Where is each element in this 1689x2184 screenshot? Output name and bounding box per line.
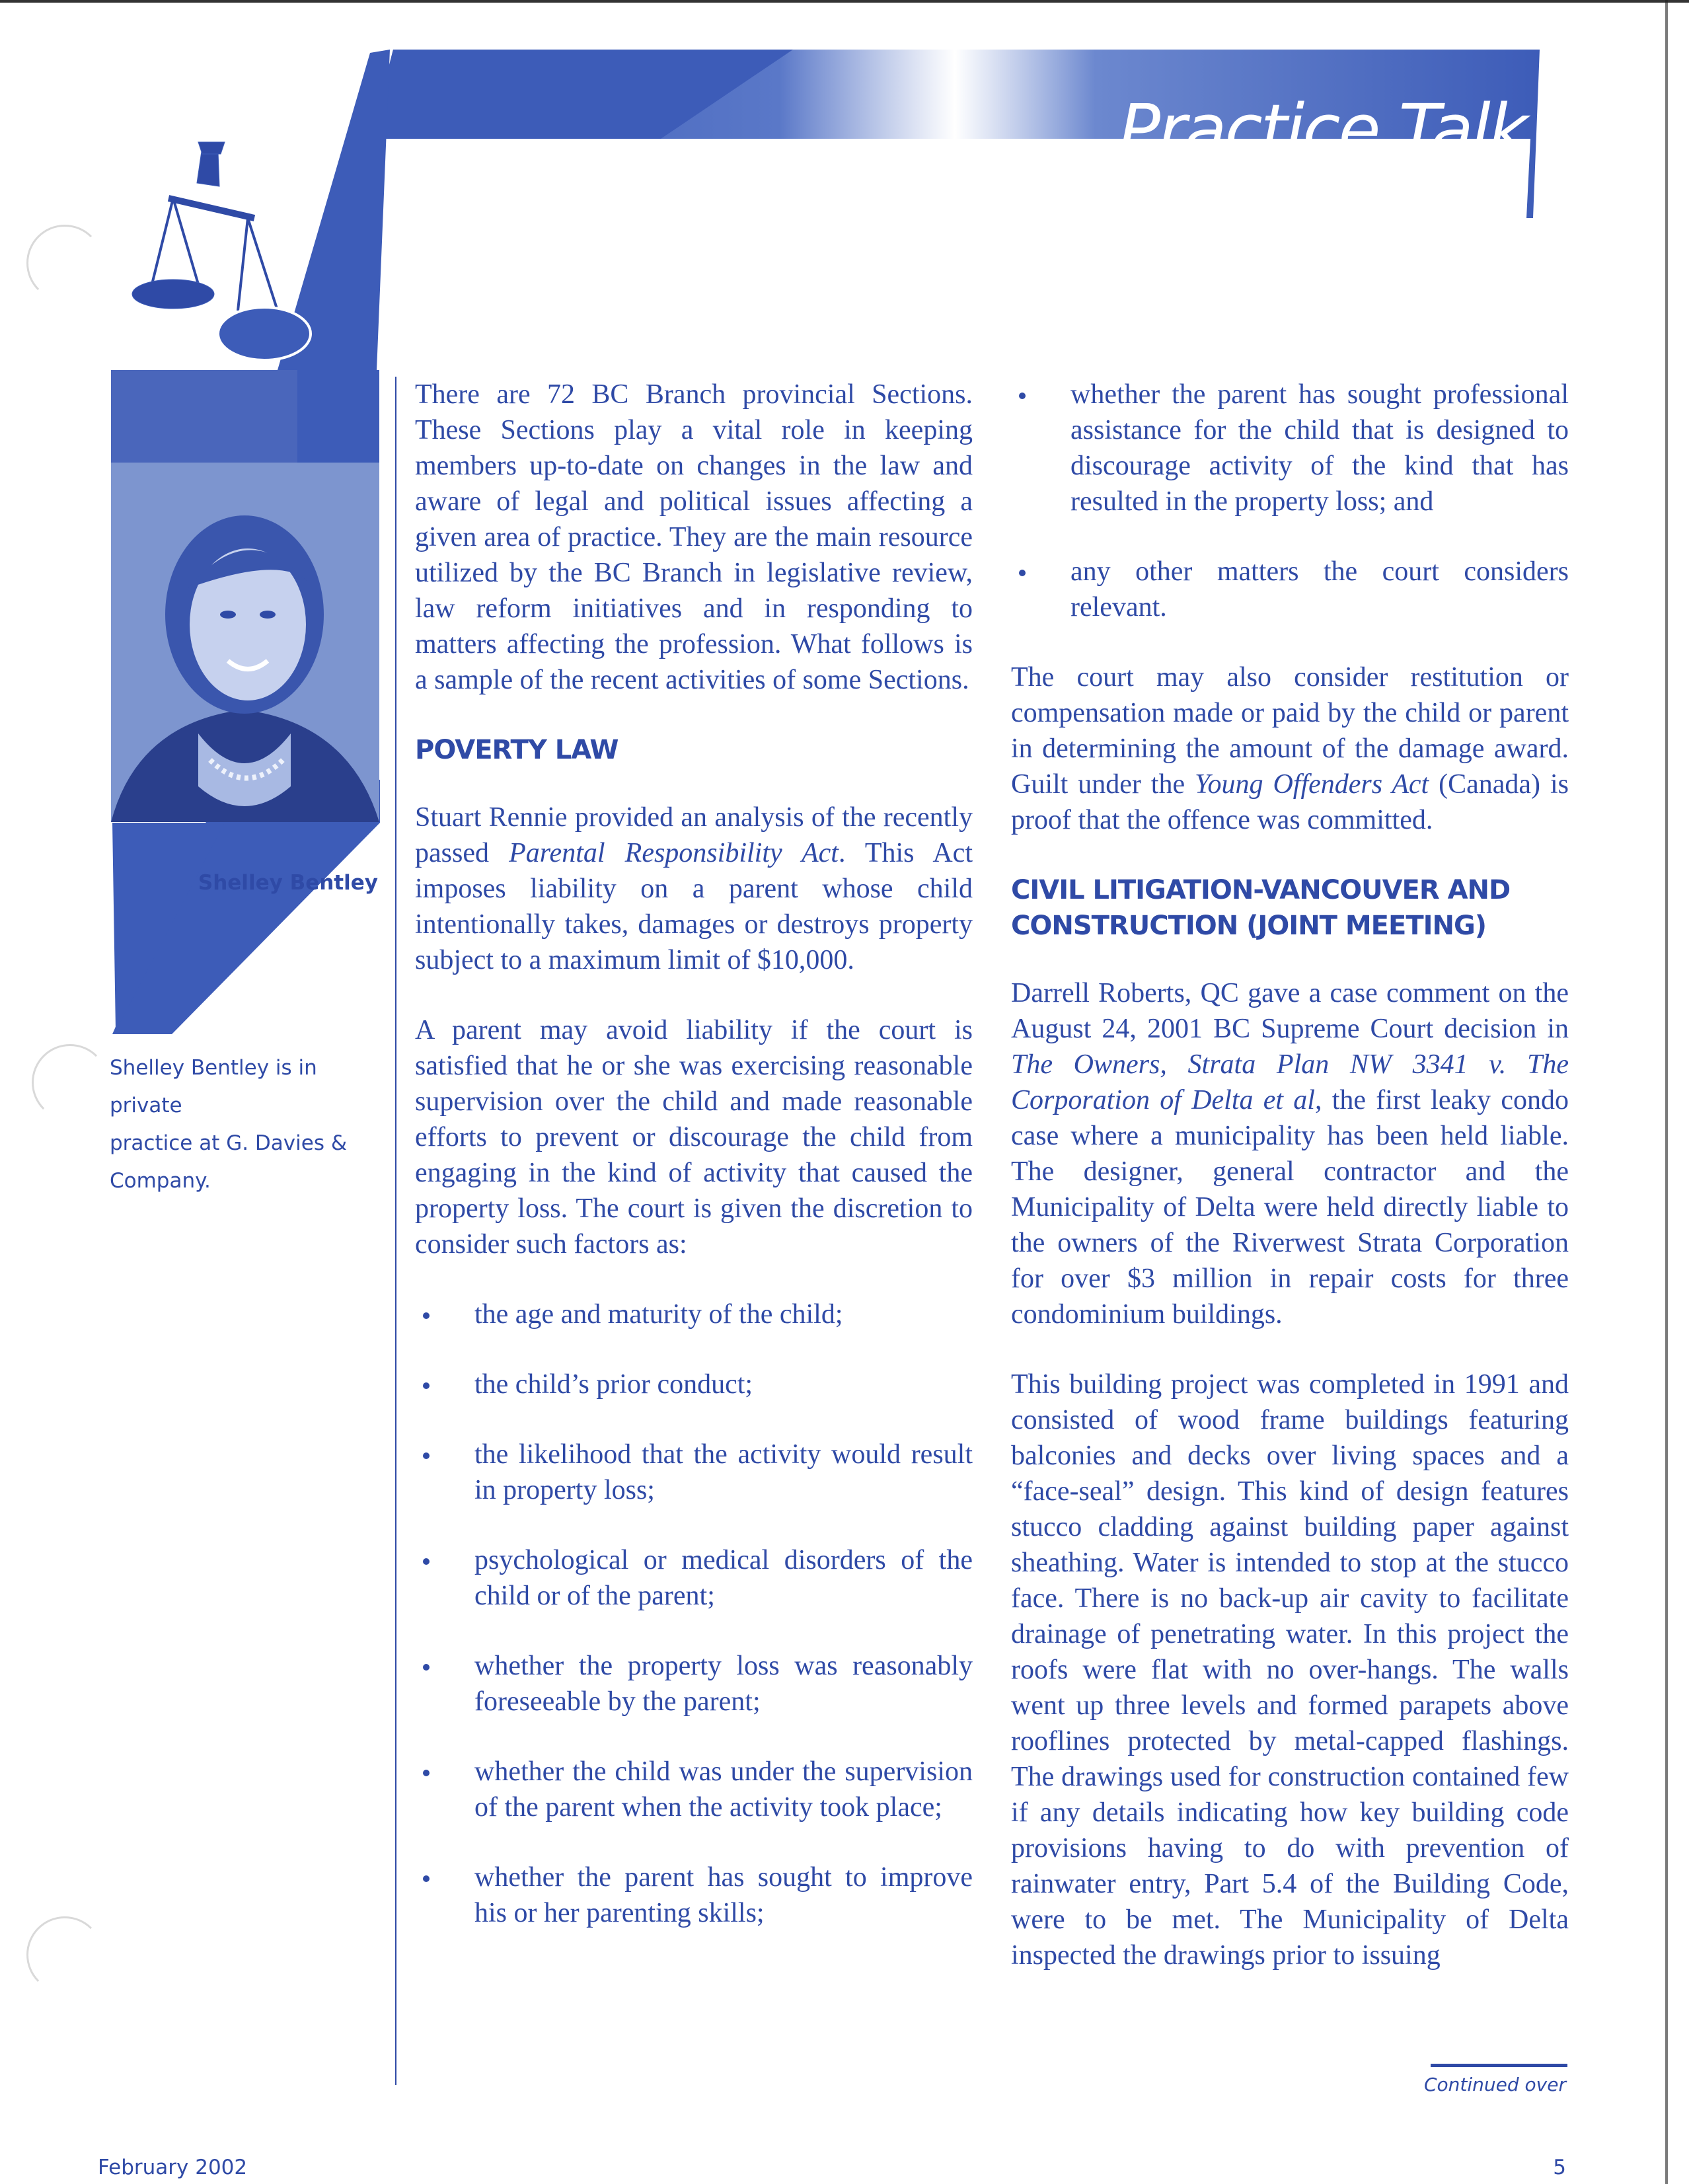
factor-list-continued — [1011, 377, 1569, 625]
author-bio-line: Shelley Bentley is in private — [110, 1056, 317, 1117]
list-item: whether the property loss was reasonably foreseeable by the parent; — [415, 1648, 973, 1719]
author-bio-line: Company. — [110, 1169, 211, 1193]
author-bio — [110, 1049, 374, 1200]
paragraph: A parent may avoid liability if the court is satisfied that he or she was exercising reasonable supervision over the child and made reasonable efforts to prevent or discourage the child from engaging in the kind of activity that caused the property loss. The court is given the discretion to consider such factors as: — [415, 1015, 973, 1260]
photo-caption-name: Shelley Bentley — [198, 871, 378, 895]
author-bio-line: practice at G. Davies & — [110, 1131, 348, 1155]
continued-over-label: Continued over — [1423, 2074, 1566, 2095]
article-column-1 — [415, 377, 973, 1965]
paragraph — [1011, 659, 1569, 838]
masthead-title: Practice Talk — [1119, 89, 1526, 170]
text-run: . This Act imposes liability on a parent whose child intentionally takes, damages or destroys property subject to a maximum limit of $10,000. — [415, 838, 973, 975]
continued-rule — [1431, 2064, 1567, 2067]
list-item: whether the parent has sought to improve his or her parenting skills; — [415, 1860, 973, 1931]
act-title: Young Offenders Act — [1195, 769, 1429, 800]
paragraph — [415, 800, 973, 978]
text-run: , the first leaky condo case where a municipality has been held liable. The designer, general contractor and the Municipality of Delta were held directly liable to the owners of the Riverwest Strata Corporation for over $3 million in repair costs for three condominium buildings. — [1011, 1085, 1569, 1330]
section-heading-poverty-law: POVERTY LAW — [415, 735, 619, 765]
footer-date: February 2002 — [98, 2156, 248, 2179]
column-divider — [395, 377, 396, 2085]
intro-paragraph: There are 72 BC Branch provincial Sections. These Sections play a vital role in keeping members up-to-date on changes in the law and aware of legal and political issues affecting a given area of practice. They are the main resource utilized by the BC Branch in legislative review, law reform initiatives and in responding to matters affecting the profession. What follows is a sample of the recent activities of some Sections. — [415, 379, 973, 695]
list-item: the child’s prior conduct; — [415, 1367, 973, 1402]
paragraph: This building project was completed in 1991 and consisted of wood frame buildings featuring balconies and decks over living spaces and a “face-seal” design. This kind of design features stucco cladding against building paper against sheathing. Water is intended to stop at the stucco face. There is no back-up air cavity to facilitate drainage of penetrating water. In this project the roofs were flat with no over-hangs. The walls went up three levels and formed parapets above rooflines protected by metal-capped flashings. The drawings used for construction contained few if any details indicating how key building code provisions having to do with prevention of rainwater entry, Part 5.4 of the Building Code, were to be met. The Municipality of Delta inspected the drawings prior to issuing — [1011, 1369, 1569, 1971]
list-item: the age and maturity of the child; — [415, 1297, 973, 1332]
act-title: Parental Responsibility Act — [509, 838, 839, 868]
text-run: The court may also consider restitution or compensation made or paid by the child or parent in determining the amount of the damage award. Guilt under the — [1011, 662, 1569, 800]
list-item: whether the parent has sought professional assistance for the child that is designed to discourage activity of the kind that has resulted in the property loss; and — [1011, 377, 1569, 519]
page-number: 5 — [1553, 2156, 1566, 2179]
text-run: Stuart Rennie provided an analysis of the recently passed — [415, 802, 973, 868]
paragraph — [1011, 975, 1569, 1332]
list-item: any other matters the court considers relevant. — [1011, 554, 1569, 625]
text-run: Darrell Roberts, QC gave a case comment on the August 24, 2001 BC Supreme Court decision in — [1011, 978, 1569, 1044]
section-heading-civil-litigation: CIVIL LITIGATION-VANCOUVER AND CONSTRUCTION (JOINT MEETING) — [1011, 875, 1511, 941]
article-column-2 — [1011, 377, 1569, 2008]
list-item: whether the child was under the supervision of the parent when the activity took place; — [415, 1754, 973, 1825]
factor-list — [415, 1297, 973, 1931]
list-item: the likelihood that the activity would result in property loss; — [415, 1437, 973, 1508]
text-run: (Canada) is proof that the offence was committed. — [1011, 769, 1569, 835]
list-item: psychological or medical disorders of the child or of the parent; — [415, 1542, 973, 1614]
portrait — [111, 463, 379, 822]
case-name: The Owners, Strata Plan NW 3341 v. The Corporation of Delta et al — [1011, 1049, 1569, 1115]
